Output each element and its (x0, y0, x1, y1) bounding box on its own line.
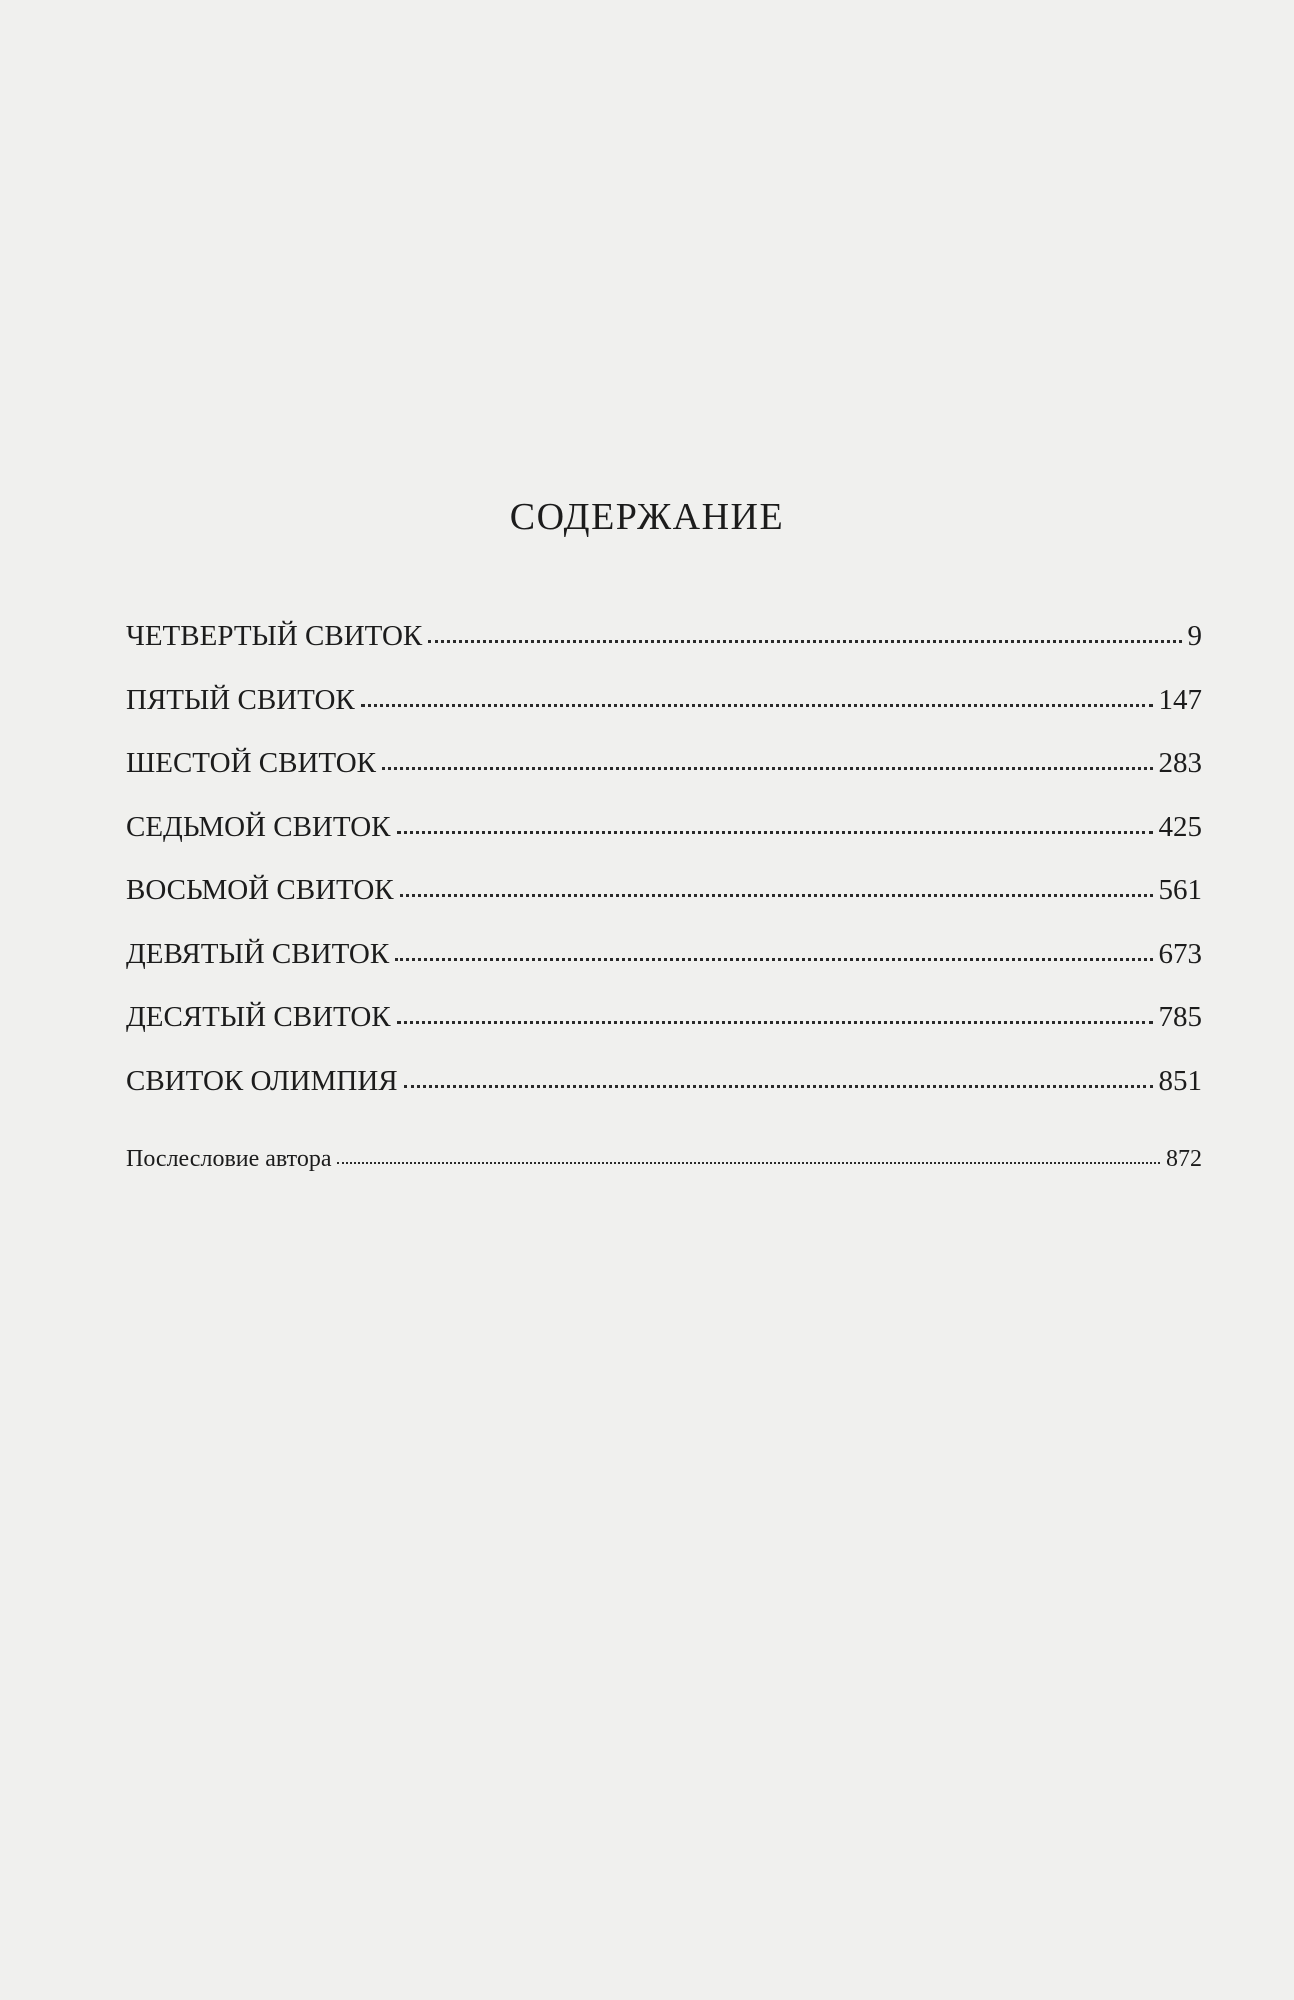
toc-leader-dots (400, 890, 1153, 897)
toc-entry (126, 811, 1202, 875)
toc-entry-page: 785 (1158, 1001, 1202, 1033)
toc-entry (126, 1001, 1202, 1065)
toc-entry-page: 561 (1158, 874, 1202, 906)
toc-entry-title: СВИТОК ОЛИМПИЯ (126, 1064, 398, 1097)
toc-entry-title: ДЕВЯТЫЙ СВИТОК (126, 937, 390, 970)
toc-leader-dots (404, 1081, 1153, 1088)
toc-leader-dots (397, 1017, 1153, 1024)
toc-leader-dots (337, 1158, 1160, 1164)
toc-entry-page: 851 (1158, 1064, 1202, 1097)
afterword-entry (126, 1146, 1202, 1173)
toc-entry-page: 283 (1158, 747, 1202, 779)
toc-entry (126, 620, 1202, 684)
afterword-page: 872 (1166, 1146, 1202, 1172)
toc-entry-title: ШЕСТОЙ СВИТОК (126, 747, 377, 779)
toc-entry (126, 1065, 1202, 1129)
contents-heading: СОДЕРЖАНИЕ (509, 496, 785, 538)
afterword-title: Послесловие автора (126, 1146, 332, 1172)
toc-entry (126, 874, 1202, 938)
toc-entry-page: 673 (1158, 937, 1202, 970)
toc-entry-title: ВОСЬМОЙ СВИТОК (126, 874, 394, 906)
toc-leader-dots (382, 763, 1152, 770)
toc-entry-title: ПЯТЫЙ СВИТОК (126, 683, 355, 716)
toc-entry (126, 684, 1202, 748)
toc-entry-title: СЕДЬМОЙ СВИТОК (126, 810, 391, 843)
toc-entry-title: ЧЕТВЕРТЫЙ СВИТОК (126, 620, 423, 652)
toc-leader-dots (395, 954, 1152, 961)
toc-entry (126, 747, 1202, 811)
toc-leader-dots (397, 827, 1153, 834)
table-of-contents (126, 620, 1202, 1128)
toc-entry-title: ДЕСЯТЫЙ СВИТОК (126, 1001, 391, 1033)
toc-entry-page: 425 (1158, 810, 1202, 843)
toc-entry (126, 938, 1202, 1002)
toc-leader-dots (428, 636, 1181, 643)
toc-leader-dots (361, 700, 1153, 707)
toc-entry-page: 147 (1158, 683, 1202, 716)
toc-entry-page: 9 (1187, 620, 1202, 652)
